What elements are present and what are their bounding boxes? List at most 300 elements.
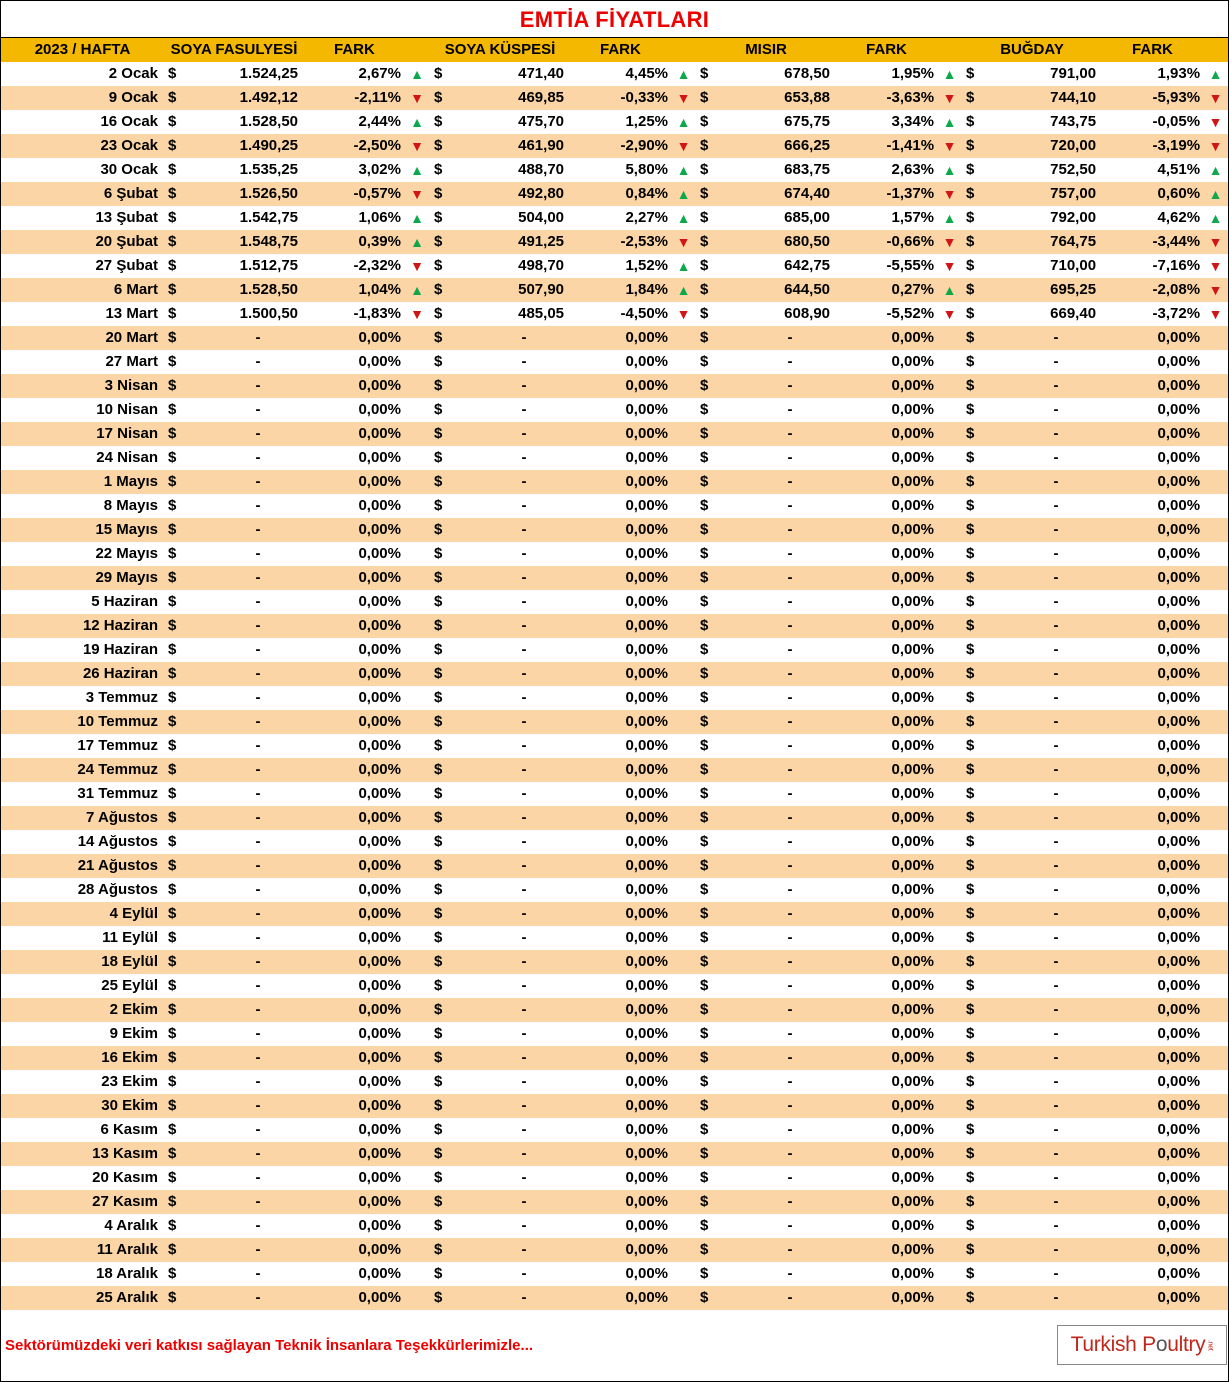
currency-symbol: $ [696, 182, 714, 206]
trend-empty [404, 518, 430, 542]
table-row [1, 446, 1228, 470]
trend-empty [671, 590, 696, 614]
currency-symbol: $ [962, 302, 980, 326]
trend-empty [1203, 542, 1228, 566]
trend-empty [404, 950, 430, 974]
currency-symbol: $ [164, 614, 182, 638]
corn-diff: 0,00% [836, 1262, 937, 1286]
wheat-price: 720,00 [980, 134, 1102, 158]
wheat-diff: 4,62% [1102, 206, 1203, 230]
currency-symbol: $ [430, 878, 448, 902]
week-label: 17 Nisan [1, 422, 164, 446]
wheat-diff: 0,00% [1102, 638, 1203, 662]
wheat-diff: 0,00% [1102, 902, 1203, 926]
week-label: 25 Aralık [1, 1286, 164, 1310]
trend-down-icon: ▼ [937, 254, 962, 278]
corn-diff: 0,00% [836, 1142, 937, 1166]
currency-symbol: $ [430, 830, 448, 854]
trend-empty [1203, 1022, 1228, 1046]
corn-diff: 0,00% [836, 326, 937, 350]
trend-empty [937, 494, 962, 518]
currency-symbol: $ [962, 1214, 980, 1238]
week-label: 13 Şubat [1, 206, 164, 230]
trend-empty [937, 1238, 962, 1262]
corn-price: 608,90 [714, 302, 836, 326]
soy-price: - [182, 1070, 304, 1094]
currency-symbol: $ [430, 134, 448, 158]
soy-price: - [182, 902, 304, 926]
sbm-diff: 0,00% [570, 974, 671, 998]
currency-symbol: $ [430, 518, 448, 542]
week-label: 3 Nisan [1, 374, 164, 398]
trend-empty [937, 878, 962, 902]
table-row [1, 542, 1228, 566]
trend-empty [671, 1238, 696, 1262]
corn-price: - [714, 326, 836, 350]
week-label: 8 Mayıs [1, 494, 164, 518]
currency-symbol: $ [962, 350, 980, 374]
trend-empty [671, 470, 696, 494]
soy-diff: 0,00% [304, 1142, 404, 1166]
soy-diff: 0,00% [304, 686, 404, 710]
trend-empty [404, 326, 430, 350]
trend-empty [1203, 734, 1228, 758]
sbm-diff: 0,00% [570, 854, 671, 878]
wheat-diff: 0,00% [1102, 614, 1203, 638]
soy-diff: 0,00% [304, 1070, 404, 1094]
table-row [1, 566, 1228, 590]
currency-symbol: $ [962, 1286, 980, 1310]
table-row [1, 1286, 1228, 1310]
trend-empty [671, 950, 696, 974]
trend-empty [937, 758, 962, 782]
wheat-price: - [980, 470, 1102, 494]
trend-empty [1203, 1046, 1228, 1070]
logo-net-suffix: .net [1206, 1339, 1214, 1351]
currency-symbol: $ [696, 470, 714, 494]
trend-empty [404, 446, 430, 470]
trend-empty [671, 518, 696, 542]
currency-symbol: $ [430, 926, 448, 950]
wheat-diff: 0,00% [1102, 1286, 1203, 1310]
corn-diff: 0,27% [836, 278, 937, 302]
trend-down-icon: ▼ [1203, 254, 1228, 278]
sbm-diff: 0,00% [570, 1046, 671, 1070]
soy-price: - [182, 758, 304, 782]
trend-down-icon: ▼ [671, 134, 696, 158]
trend-empty [404, 1022, 430, 1046]
currency-symbol: $ [164, 542, 182, 566]
trend-up-icon: ▲ [671, 158, 696, 182]
wheat-diff: -5,93% [1102, 86, 1203, 110]
corn-price: - [714, 1190, 836, 1214]
currency-symbol: $ [962, 878, 980, 902]
wheat-price: - [980, 1070, 1102, 1094]
sbm-diff: 0,00% [570, 806, 671, 830]
currency-symbol: $ [430, 1166, 448, 1190]
currency-symbol: $ [430, 254, 448, 278]
currency-symbol: $ [962, 614, 980, 638]
week-label: 6 Kasım [1, 1118, 164, 1142]
corn-diff: 0,00% [836, 422, 937, 446]
week-label: 6 Şubat [1, 182, 164, 206]
currency-symbol: $ [696, 374, 714, 398]
corn-diff: 0,00% [836, 1118, 937, 1142]
trend-empty [404, 1094, 430, 1118]
week-label: 7 Ağustos [1, 806, 164, 830]
corn-price: - [714, 1214, 836, 1238]
sbm-price: - [448, 326, 570, 350]
wheat-diff: 0,00% [1102, 1070, 1203, 1094]
soy-price: - [182, 974, 304, 998]
trend-empty [671, 974, 696, 998]
wheat-price: - [980, 614, 1102, 638]
soy-price: - [182, 470, 304, 494]
trend-down-icon: ▼ [404, 254, 430, 278]
trend-empty [1203, 902, 1228, 926]
sbm-diff: 0,00% [570, 398, 671, 422]
trend-empty [404, 1166, 430, 1190]
currency-symbol: $ [696, 830, 714, 854]
currency-symbol: $ [430, 446, 448, 470]
currency-symbol: $ [430, 998, 448, 1022]
table-row [1, 1214, 1228, 1238]
week-label: 30 Ocak [1, 158, 164, 182]
wheat-diff: 0,00% [1102, 998, 1203, 1022]
soy-diff: 0,00% [304, 1286, 404, 1310]
sbm-price: - [448, 974, 570, 998]
currency-symbol: $ [430, 1214, 448, 1238]
currency-symbol: $ [962, 782, 980, 806]
trend-down-icon: ▼ [671, 230, 696, 254]
trend-empty [404, 830, 430, 854]
wheat-diff: 0,00% [1102, 518, 1203, 542]
currency-symbol: $ [430, 950, 448, 974]
header-soybean-meal: SOYA KÜSPESİ [430, 38, 570, 63]
sbm-diff: 0,00% [570, 1214, 671, 1238]
wheat-diff: -2,08% [1102, 278, 1203, 302]
trend-up-icon: ▲ [1203, 62, 1228, 86]
currency-symbol: $ [164, 302, 182, 326]
corn-diff: 0,00% [836, 734, 937, 758]
currency-symbol: $ [164, 230, 182, 254]
corn-diff: 0,00% [836, 590, 937, 614]
sbm-price: - [448, 686, 570, 710]
table-row [1, 1118, 1228, 1142]
trend-empty [1203, 422, 1228, 446]
sbm-diff: 0,00% [570, 1094, 671, 1118]
currency-symbol: $ [962, 710, 980, 734]
currency-symbol: $ [962, 518, 980, 542]
sbm-diff: 0,00% [570, 1118, 671, 1142]
wheat-diff: 0,00% [1102, 494, 1203, 518]
soy-price: - [182, 878, 304, 902]
soy-diff: 1,04% [304, 278, 404, 302]
trend-empty [404, 926, 430, 950]
trend-down-icon: ▼ [937, 182, 962, 206]
soy-diff: 2,44% [304, 110, 404, 134]
wheat-price: - [980, 1046, 1102, 1070]
table-row [1, 62, 1228, 86]
currency-symbol: $ [164, 1166, 182, 1190]
wheat-diff: 0,00% [1102, 926, 1203, 950]
soy-diff: -0,57% [304, 182, 404, 206]
soy-diff: 0,00% [304, 350, 404, 374]
week-label: 13 Kasım [1, 1142, 164, 1166]
trend-up-icon: ▲ [404, 278, 430, 302]
currency-symbol: $ [696, 758, 714, 782]
currency-symbol: $ [962, 230, 980, 254]
soy-diff: 0,00% [304, 494, 404, 518]
currency-symbol: $ [164, 326, 182, 350]
currency-symbol: $ [696, 590, 714, 614]
table-row [1, 518, 1228, 542]
currency-symbol: $ [164, 590, 182, 614]
soy-diff: 0,00% [304, 422, 404, 446]
sbm-price: - [448, 1166, 570, 1190]
currency-symbol: $ [962, 182, 980, 206]
currency-symbol: $ [164, 446, 182, 470]
soy-price: - [182, 1166, 304, 1190]
trend-empty [1203, 1094, 1228, 1118]
corn-price: - [714, 926, 836, 950]
week-label: 2 Ekim [1, 998, 164, 1022]
header-week: 2023 / HAFTA [1, 38, 164, 63]
soy-diff: 0,00% [304, 806, 404, 830]
table-row [1, 1094, 1228, 1118]
currency-symbol: $ [696, 662, 714, 686]
sbm-price: - [448, 1214, 570, 1238]
corn-diff: 0,00% [836, 1022, 937, 1046]
currency-symbol: $ [962, 422, 980, 446]
trend-empty [404, 974, 430, 998]
currency-symbol: $ [164, 734, 182, 758]
wheat-price: - [980, 1238, 1102, 1262]
trend-empty [937, 1142, 962, 1166]
trend-empty [937, 854, 962, 878]
trend-empty [937, 1094, 962, 1118]
currency-symbol: $ [962, 278, 980, 302]
soy-price: - [182, 1094, 304, 1118]
currency-symbol: $ [430, 662, 448, 686]
sbm-price: - [448, 1094, 570, 1118]
trend-empty [1203, 374, 1228, 398]
soy-diff: 0,00% [304, 1118, 404, 1142]
currency-symbol: $ [430, 1262, 448, 1286]
trend-empty [404, 1262, 430, 1286]
trend-empty [404, 758, 430, 782]
trend-empty [937, 1214, 962, 1238]
table-row [1, 230, 1228, 254]
currency-symbol: $ [164, 878, 182, 902]
currency-symbol: $ [696, 1022, 714, 1046]
currency-symbol: $ [696, 734, 714, 758]
table-row [1, 830, 1228, 854]
currency-symbol: $ [430, 686, 448, 710]
currency-symbol: $ [696, 638, 714, 662]
currency-symbol: $ [696, 230, 714, 254]
sbm-price: - [448, 734, 570, 758]
corn-diff: 0,00% [836, 1094, 937, 1118]
header-wheat: BUĞDAY [962, 38, 1102, 63]
currency-symbol: $ [164, 1046, 182, 1070]
week-label: 9 Ekim [1, 1022, 164, 1046]
currency-symbol: $ [430, 182, 448, 206]
soy-price: - [182, 350, 304, 374]
corn-price: - [714, 638, 836, 662]
table-row [1, 326, 1228, 350]
currency-symbol: $ [430, 782, 448, 806]
trend-empty [671, 542, 696, 566]
soy-price: - [182, 326, 304, 350]
currency-symbol: $ [430, 638, 448, 662]
trend-empty [937, 902, 962, 926]
currency-symbol: $ [164, 158, 182, 182]
week-label: 21 Ağustos [1, 854, 164, 878]
trend-empty [937, 974, 962, 998]
week-label: 18 Aralık [1, 1262, 164, 1286]
corn-diff: 0,00% [836, 758, 937, 782]
currency-symbol: $ [962, 1070, 980, 1094]
wheat-price: - [980, 902, 1102, 926]
turkish-poultry-logo[interactable] [1057, 1325, 1227, 1365]
trend-empty [671, 1286, 696, 1310]
wheat-diff: 0,00% [1102, 782, 1203, 806]
soy-diff: 0,00% [304, 710, 404, 734]
wheat-price: 669,40 [980, 302, 1102, 326]
wheat-price: - [980, 494, 1102, 518]
trend-empty [937, 350, 962, 374]
corn-diff: 0,00% [836, 1238, 937, 1262]
trend-empty [1203, 854, 1228, 878]
trend-up-icon: ▲ [1203, 158, 1228, 182]
currency-symbol: $ [164, 926, 182, 950]
currency-symbol: $ [696, 902, 714, 926]
sbm-price: - [448, 1142, 570, 1166]
currency-symbol: $ [696, 134, 714, 158]
trend-empty [1203, 998, 1228, 1022]
currency-symbol: $ [696, 782, 714, 806]
table-row [1, 1238, 1228, 1262]
currency-symbol: $ [164, 182, 182, 206]
trend-up-icon: ▲ [404, 62, 430, 86]
wheat-diff: 0,00% [1102, 758, 1203, 782]
wheat-diff: -0,05% [1102, 110, 1203, 134]
wheat-diff: 0,00% [1102, 950, 1203, 974]
sbm-diff: 0,00% [570, 1262, 671, 1286]
trend-empty [937, 590, 962, 614]
corn-price: 644,50 [714, 278, 836, 302]
currency-symbol: $ [696, 998, 714, 1022]
sbm-diff: -0,33% [570, 86, 671, 110]
trend-empty [1203, 350, 1228, 374]
week-label: 16 Ekim [1, 1046, 164, 1070]
trend-empty [671, 830, 696, 854]
week-label: 24 Temmuz [1, 758, 164, 782]
currency-symbol: $ [430, 1190, 448, 1214]
currency-symbol: $ [164, 638, 182, 662]
corn-price: - [714, 422, 836, 446]
trend-empty [937, 638, 962, 662]
soy-price: - [182, 1142, 304, 1166]
trend-empty [404, 662, 430, 686]
trend-empty [404, 878, 430, 902]
trend-up-icon: ▲ [404, 158, 430, 182]
table-row [1, 878, 1228, 902]
wheat-price: - [980, 830, 1102, 854]
corn-diff: -1,41% [836, 134, 937, 158]
corn-diff: 0,00% [836, 494, 937, 518]
sbm-price: - [448, 1046, 570, 1070]
trend-empty [1203, 974, 1228, 998]
table-row [1, 1022, 1228, 1046]
sbm-diff: 0,84% [570, 182, 671, 206]
trend-empty [937, 662, 962, 686]
corn-diff: 0,00% [836, 566, 937, 590]
currency-symbol: $ [164, 1094, 182, 1118]
trend-empty [1203, 1238, 1228, 1262]
currency-symbol: $ [164, 830, 182, 854]
wheat-diff: 0,00% [1102, 1166, 1203, 1190]
currency-symbol: $ [962, 1166, 980, 1190]
currency-symbol: $ [696, 206, 714, 230]
trend-empty [937, 1286, 962, 1310]
trend-empty [937, 998, 962, 1022]
trend-up-icon: ▲ [937, 110, 962, 134]
trend-empty [404, 398, 430, 422]
soy-diff: 0,00% [304, 1022, 404, 1046]
week-label: 13 Mart [1, 302, 164, 326]
sbm-diff: 1,84% [570, 278, 671, 302]
trend-down-icon: ▼ [937, 302, 962, 326]
corn-diff: 0,00% [836, 1070, 937, 1094]
wheat-diff: 0,00% [1102, 710, 1203, 734]
week-label: 20 Mart [1, 326, 164, 350]
corn-diff: 0,00% [836, 854, 937, 878]
trend-up-icon: ▲ [671, 110, 696, 134]
sbm-price: - [448, 758, 570, 782]
wheat-price: 757,00 [980, 182, 1102, 206]
trend-empty [1203, 926, 1228, 950]
trend-empty [404, 686, 430, 710]
trend-empty [404, 902, 430, 926]
corn-price: 683,75 [714, 158, 836, 182]
corn-diff: 0,00% [836, 710, 937, 734]
wheat-price: - [980, 1166, 1102, 1190]
trend-empty [671, 350, 696, 374]
table-row [1, 1190, 1228, 1214]
trend-down-icon: ▼ [1203, 86, 1228, 110]
corn-price: - [714, 974, 836, 998]
table-row [1, 590, 1228, 614]
wheat-price: - [980, 806, 1102, 830]
currency-symbol: $ [164, 422, 182, 446]
soy-diff: 3,02% [304, 158, 404, 182]
currency-symbol: $ [164, 470, 182, 494]
trend-empty [404, 1238, 430, 1262]
sbm-price: - [448, 782, 570, 806]
currency-symbol: $ [430, 1070, 448, 1094]
currency-symbol: $ [430, 302, 448, 326]
corn-price: 653,88 [714, 86, 836, 110]
trend-down-icon: ▼ [937, 134, 962, 158]
trend-empty [1203, 1214, 1228, 1238]
table-row [1, 302, 1228, 326]
currency-symbol: $ [430, 1118, 448, 1142]
sbm-price: 461,90 [448, 134, 570, 158]
soy-diff: 0,00% [304, 998, 404, 1022]
corn-diff: 0,00% [836, 398, 937, 422]
